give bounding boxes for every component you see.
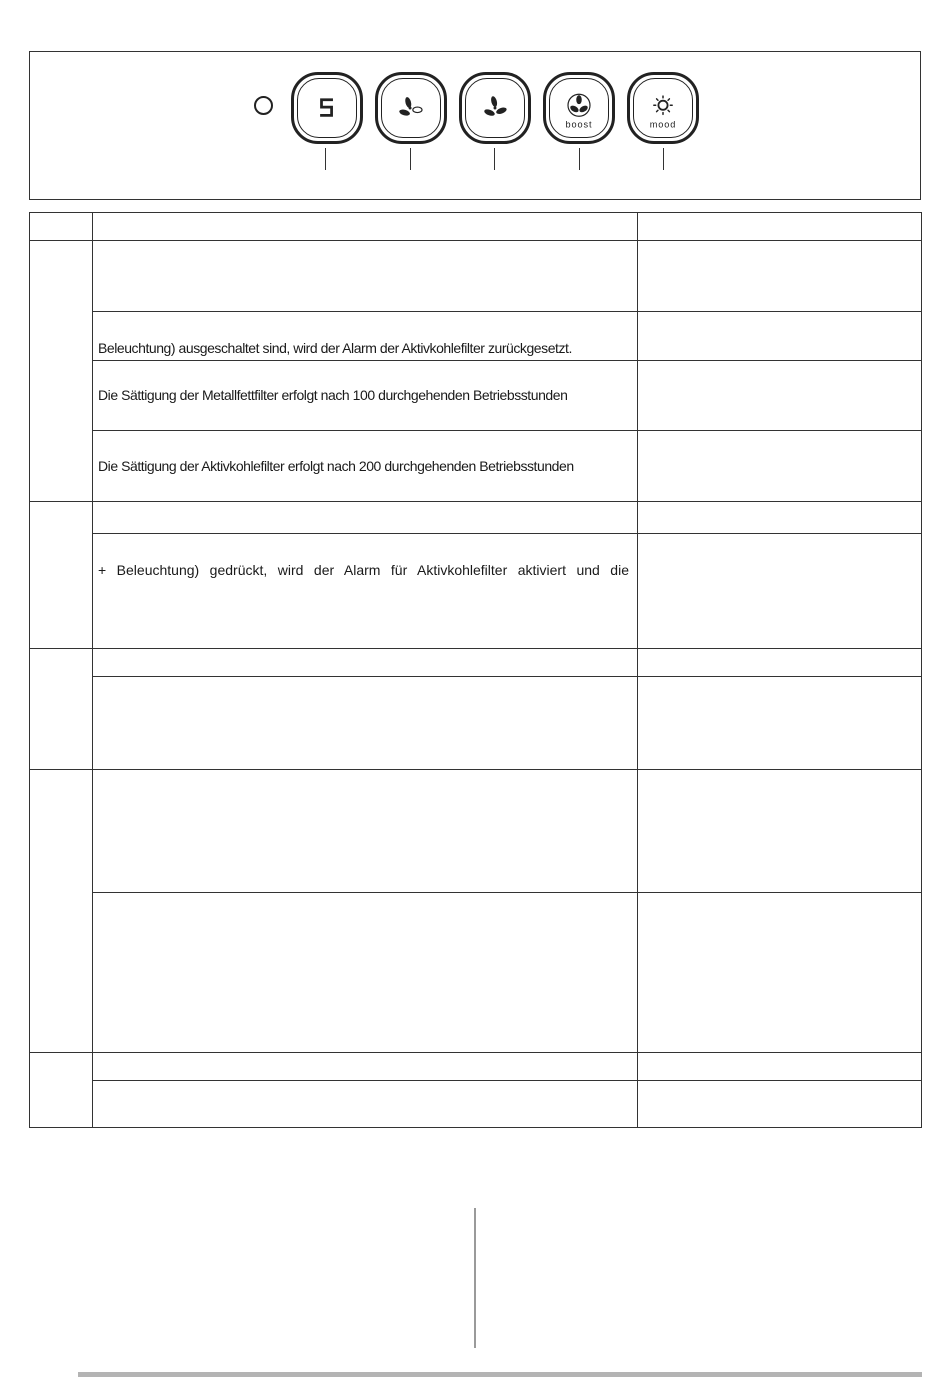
boost-button: [543, 72, 615, 144]
fan-speed-2-button: [459, 72, 531, 144]
table-row: [637, 360, 922, 431]
table-row: [637, 892, 922, 1053]
leader-line: [494, 148, 495, 170]
table-row: [637, 430, 922, 502]
leader-line: [410, 148, 411, 170]
table-row: [637, 240, 922, 312]
table-row: [92, 892, 638, 1053]
table-row: [92, 501, 638, 534]
carbon-filter-alarm-activation-text: + Beleuchtung) gedrückt, wird der Alarm für Aktivkohlefilter aktiviert und die: [98, 562, 629, 578]
leader-line: [579, 148, 580, 170]
filter-reset-text: Beleuchtung) ausgeschaltet sind, wird der Alarm der Aktivkohlefilter zurückgesetzt.: [98, 340, 572, 356]
carbon-filter-saturation-text: Die Sättigung der Aktivkohlefilter erfolgt nach 200 durchgehenden Betriebsstunden: [98, 458, 574, 474]
fan-speed-2-icon: [462, 75, 528, 141]
table-row: [637, 648, 922, 677]
table-row: [92, 533, 638, 649]
table-row: [92, 240, 638, 312]
table-key-cell: [29, 648, 93, 770]
table-row: [637, 676, 922, 770]
table-row: [92, 769, 638, 893]
table-key-cell: [29, 769, 93, 1053]
timer-icon: [294, 75, 360, 141]
table-row: [92, 648, 638, 677]
table-row: [637, 1080, 922, 1128]
table-row: [637, 533, 922, 649]
boost-label: boost: [565, 119, 593, 130]
column-separator: [474, 1208, 476, 1348]
table-row: [92, 1080, 638, 1128]
table-key-cell: [29, 240, 93, 502]
fan-speed-1-icon: [378, 75, 444, 141]
control-panel-illustration: [29, 51, 921, 200]
table-header-cell: [92, 212, 638, 241]
table-row: [637, 501, 922, 534]
table-row: [92, 676, 638, 770]
leader-line: [325, 148, 326, 170]
mood-light-button: [627, 72, 699, 144]
table-row: [637, 311, 922, 361]
leader-line: [663, 148, 664, 170]
table-header-cell: [29, 212, 93, 241]
mood-label: mood: [649, 119, 677, 130]
table-header-cell: [637, 212, 922, 241]
footer-bar: [78, 1372, 922, 1377]
fan-speed-1-button: [375, 72, 447, 144]
table-row: [637, 1052, 922, 1081]
timer-button: [291, 72, 363, 144]
table-row: [92, 1052, 638, 1081]
table-key-cell: [29, 1052, 93, 1128]
table-key-cell: [29, 501, 93, 649]
table-row: [637, 769, 922, 893]
grease-filter-saturation-text: Die Sättigung der Metallfettfilter erfolgt nach 100 durchgehenden Betriebsstunden: [98, 387, 568, 403]
status-led-indicator: [254, 96, 273, 115]
